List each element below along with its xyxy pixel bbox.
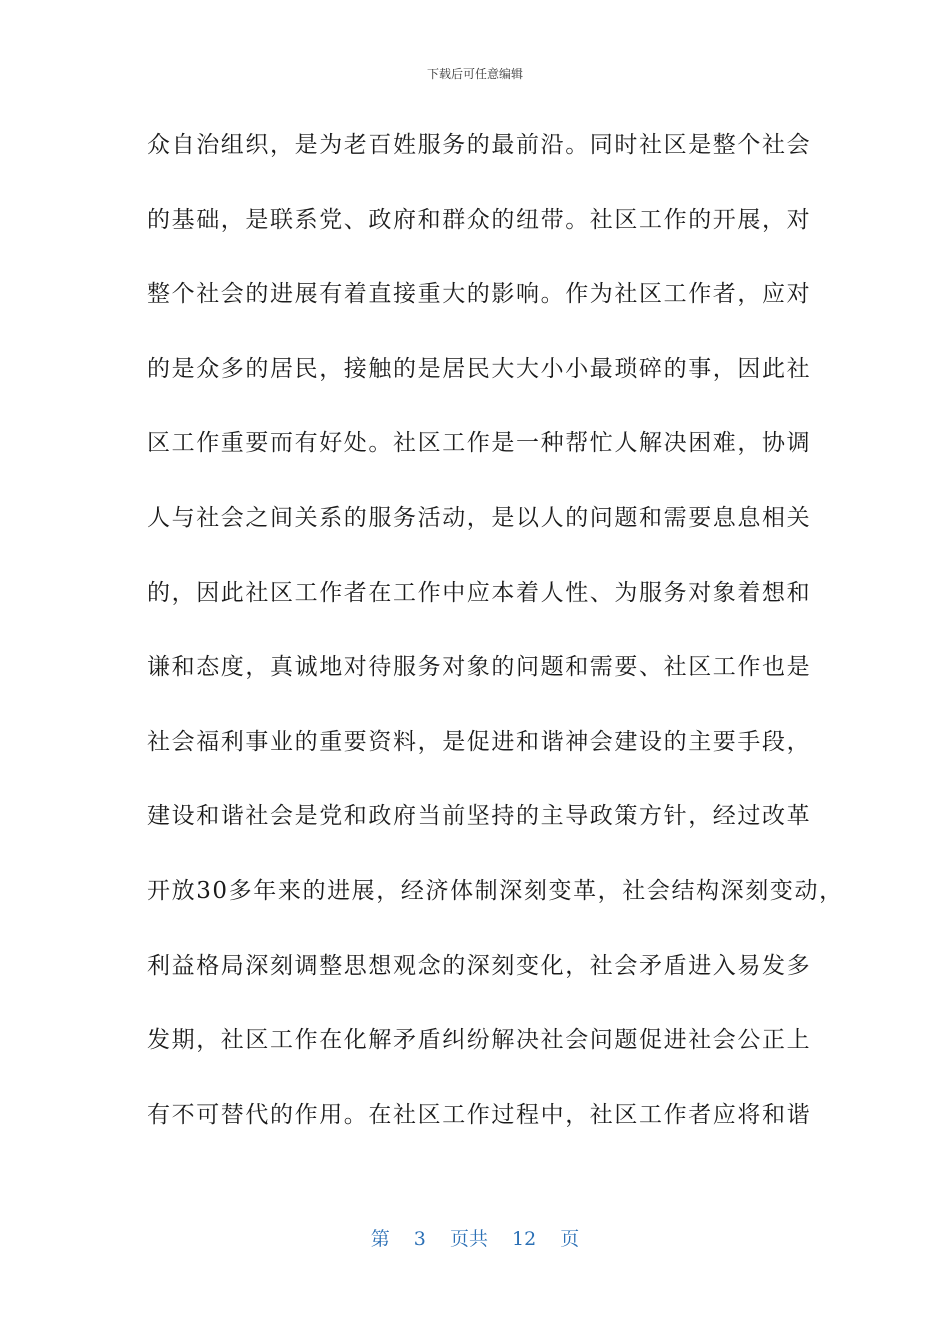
- body-line: 的，因此社区工作者在工作中应本着人性、为服务对象着想和: [147, 579, 812, 606]
- body-line: 发期，社区工作在化解矛盾纠纷解决社会问题促进社会公正上: [147, 1027, 812, 1054]
- page-number-suffix: 页: [560, 1228, 580, 1250]
- page-number-middle: 页共: [449, 1228, 488, 1250]
- page-number-prefix: 第: [370, 1228, 390, 1250]
- body-line: 利益格局深刻调整思想观念的深刻变化，社会矛盾进入易发多: [147, 952, 812, 979]
- body-line: 人与社会之间关系的服务活动，是以人的问题和需要息息相关: [147, 504, 812, 531]
- body-line: 整个社会的进展有着直接重大的影响。作为社区工作者，应对: [147, 281, 812, 308]
- page-header: 下载后可任意编辑: [426, 67, 523, 81]
- total-pages-number: 12: [512, 1228, 537, 1250]
- body-line: 的基础，是联系党、政府和群众的纽带。社区工作的开展，对: [147, 206, 812, 233]
- body-line: 区工作重要而有好处。社区工作是一种帮忙人解决困难，协调: [147, 430, 812, 457]
- body-line: 开放30多年来的进展，经济体制深刻变革，社会结构深刻变动，: [147, 877, 844, 904]
- body-line: 众自治组织，是为老百姓服务的最前沿。同时社区是整个社会: [147, 132, 812, 158]
- body-line: 的是众多的居民，接触的是居民大大小小最琐碎的事，因此社: [147, 355, 812, 382]
- body-line: 谦和态度，真诚地对待服务对象的问题和需要、社区工作也是: [147, 654, 812, 681]
- page-footer: [0, 1226, 950, 1252]
- body-line: 社会福利事业的重要资料，是促进和谐神会建设的主要手段，: [147, 728, 812, 755]
- body-line: 建设和谐社会是党和政府当前坚持的主导政策方针，经过改革: [147, 803, 812, 830]
- body-line: 有不可替代的作用。在社区工作过程中，社区工作者应将和谐: [147, 1101, 812, 1128]
- document-body: [147, 121, 844, 1165]
- current-page-number: 3: [413, 1228, 426, 1250]
